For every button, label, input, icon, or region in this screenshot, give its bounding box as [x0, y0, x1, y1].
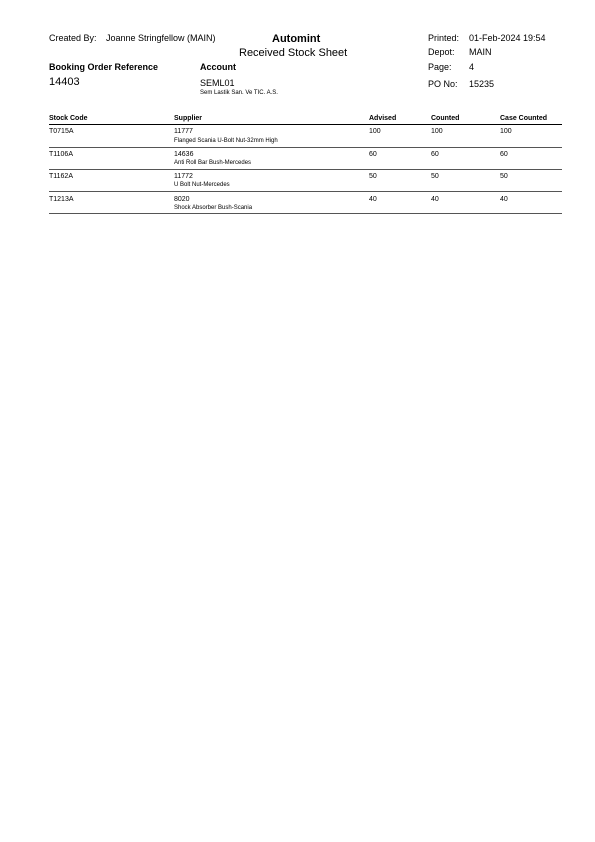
row-2-supplier-code: 14636: [174, 151, 194, 158]
col-header-case-counted: Case Counted: [500, 115, 548, 122]
row-2-description: Anti Roll Bar Bush-Mercedes: [174, 160, 252, 166]
booking-ref-value: 14403: [49, 76, 80, 88]
page-label: Page:: [428, 62, 452, 72]
row-2-case-counted: 60: [500, 151, 508, 158]
created-by-value: Joanne Stringfellow (MAIN): [106, 33, 216, 43]
col-header-stock-code: Stock Code: [49, 115, 88, 122]
row-1-advised: 100: [369, 128, 381, 135]
printed-label: Printed:: [428, 33, 460, 43]
row-4-counted: 40: [431, 196, 439, 203]
header-rule: [49, 124, 562, 125]
row-4-case-counted: 40: [500, 196, 508, 203]
row-2-stock-code: T1106A: [49, 151, 73, 158]
company-name: Automint: [272, 33, 321, 45]
row-1-counted: 100: [431, 128, 443, 135]
row-3-supplier-code: 11772: [174, 173, 193, 180]
row-3-advised: 50: [369, 173, 377, 180]
row-2-advised: 60: [369, 151, 377, 158]
row-4-description: Shock Absorber Bush-Scania: [174, 205, 253, 211]
row-1-rule: [49, 147, 562, 148]
row-3-rule: [49, 191, 562, 192]
row-3-stock-code: T1162A: [49, 173, 73, 180]
row-1-supplier-code: 11777: [174, 128, 193, 135]
col-header-advised: Advised: [369, 115, 397, 122]
po-label: PO No:: [428, 79, 458, 89]
row-4-supplier-code: 8020: [174, 196, 190, 203]
row-4-advised: 40: [369, 196, 377, 203]
created-by-label: Created By:: [49, 33, 97, 43]
col-header-supplier: Supplier: [174, 115, 203, 122]
row-4-rule: [49, 213, 562, 214]
printed-value: 01-Feb-2024 19:54: [469, 33, 546, 43]
row-2-counted: 60: [431, 151, 439, 158]
row-4-stock-code: T1213A: [49, 196, 74, 203]
sheet-title: Received Stock Sheet: [239, 47, 348, 59]
account-name: Sem Lastik San. Ve TIC. A.S.: [200, 90, 278, 96]
row-2-rule: [49, 169, 562, 170]
row-3-case-counted: 50: [500, 173, 508, 180]
depot-value: MAIN: [469, 47, 492, 57]
po-value: 15235: [469, 79, 495, 89]
booking-ref-label: Booking Order Reference: [49, 62, 159, 72]
row-1-stock-code: T0715A: [49, 128, 74, 135]
row-3-counted: 50: [431, 173, 439, 180]
col-header-counted: Counted: [431, 115, 460, 122]
page-value: 4: [469, 62, 475, 72]
account-code: SEML01: [200, 78, 235, 88]
row-1-description: Flanged Scania U-Bolt Nut-32mm High: [174, 138, 278, 144]
row-3-description: U Bolt Nut-Mercedes: [174, 182, 230, 188]
account-label: Account: [200, 62, 236, 72]
row-1-case-counted: 100: [500, 128, 512, 135]
depot-label: Depot:: [428, 47, 455, 57]
